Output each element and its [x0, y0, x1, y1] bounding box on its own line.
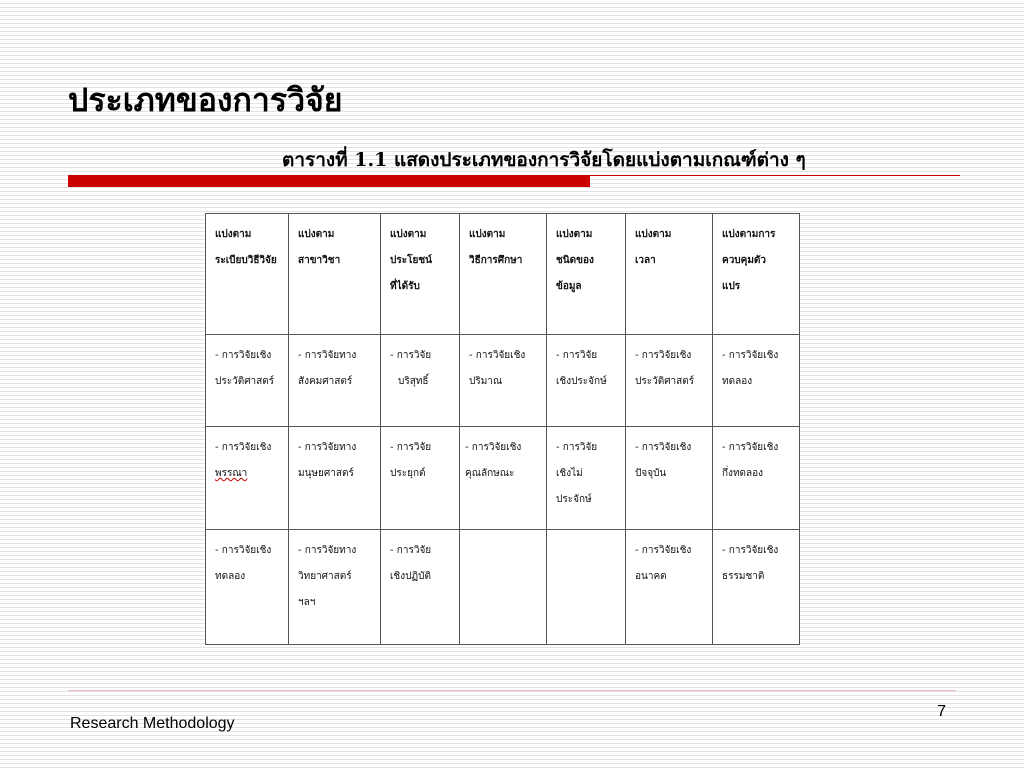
header-line: ที่ได้รับ: [390, 281, 420, 292]
table-row: [206, 530, 800, 645]
table-cell: [713, 335, 800, 427]
cell-line: กึ่งทดลอง: [722, 468, 764, 479]
cell-line: - การวิจัย: [390, 442, 432, 453]
header-line: วิธีการศึกษา: [469, 255, 523, 266]
table-cell: [547, 335, 626, 427]
cell-line: เชิงปฏิบัติ: [390, 571, 431, 582]
header-line: แปร: [722, 281, 741, 292]
table-caption: ตารางที่ 1.1 แสดงประเภทของการวิจัยโดยแบ่งตามเกณฑ์ต่าง ๆ: [282, 149, 806, 171]
cell-line: ฯลฯ: [298, 597, 316, 608]
cell-line: - การวิจัยเชิง: [722, 545, 779, 556]
header-line: แบ่งตาม: [635, 229, 672, 240]
table-cell: [626, 530, 713, 645]
cell-line: - การวิจัยเชิง: [465, 442, 522, 453]
cell-line: มนุษยศาสตร์: [298, 468, 354, 479]
header-cell: [626, 214, 713, 335]
header-line: ชนิดของ: [556, 255, 594, 266]
cell-line: - การวิจัย: [556, 442, 598, 453]
table-cell: [626, 335, 713, 427]
cell-line: - การวิจัยเชิง: [469, 350, 526, 361]
cell-line: - การวิจัยเชิง: [215, 350, 272, 361]
cell-line: ธรรมชาติ: [722, 571, 765, 582]
cell-line: อนาคต: [635, 571, 667, 582]
header-line: แบ่งตาม: [390, 229, 427, 240]
cell-line: ประวัติศาสตร์: [215, 376, 275, 387]
header-cell: [460, 214, 547, 335]
cell-line: [215, 461, 282, 487]
cell-line: - การวิจัย: [390, 350, 432, 361]
table-cell: [289, 530, 381, 645]
page-number: 7: [937, 703, 946, 720]
cell-line: สังคมศาสตร์: [298, 376, 353, 387]
spellcheck-underlined-word: พรรณา: [215, 468, 248, 479]
header-cell: [206, 214, 289, 335]
footer-text: Research Methodology: [70, 715, 235, 732]
cell-line: วิทยาศาสตร์: [298, 571, 352, 582]
header-line: สาขาวิชา: [298, 255, 341, 266]
cell-line: - การวิจัยทาง: [298, 442, 357, 453]
table-cell: [713, 427, 800, 530]
table-cell: [206, 530, 289, 645]
cell-line: ประวัติศาสตร์: [635, 376, 695, 387]
cell-line: - การวิจัย: [390, 545, 432, 556]
table-cell-empty: [460, 530, 547, 645]
cell-line: - การวิจัย: [556, 350, 598, 361]
table-cell: [460, 335, 547, 427]
title-accent-bar: [68, 175, 590, 187]
cell-line: - การวิจัยเชิง: [635, 545, 692, 556]
table-cell: [547, 427, 626, 530]
cell-line: บริสุทธิ์: [398, 376, 429, 387]
research-types-table-container: [205, 213, 799, 644]
header-cell: [713, 214, 800, 335]
cell-line: - การวิจัยทาง: [298, 545, 357, 556]
cell-line: ทดลอง: [215, 571, 246, 582]
cell-line: ประยุกต์: [390, 468, 426, 479]
cell-line: ปัจจุบัน: [635, 468, 667, 479]
cell-line: - การวิจัยเชิง: [215, 442, 272, 453]
table-cell: [381, 530, 460, 645]
header-line: แบ่งตาม: [469, 229, 506, 240]
header-line: ข้อมูล: [556, 281, 582, 292]
header-cell: [547, 214, 626, 335]
research-types-table: [205, 213, 800, 645]
header-line: ควบคุมตัว: [722, 255, 767, 266]
table-cell: [289, 427, 381, 530]
header-line: ระเบียบวิธีวิจัย: [215, 255, 277, 266]
table-cell: [206, 335, 289, 427]
table-cell: [381, 335, 460, 427]
header-line: แบ่งตามการ: [722, 229, 776, 240]
cell-line: เชิงประจักษ์: [556, 376, 607, 387]
table-cell: [713, 530, 800, 645]
cell-line: - การวิจัยทาง: [298, 350, 357, 361]
footer-divider-line: [68, 690, 956, 691]
header-cell: [381, 214, 460, 335]
title-divider-line: [590, 175, 960, 176]
cell-line: คุณลักษณะ: [465, 468, 515, 479]
table-cell: [381, 427, 460, 530]
slide-title: ประเภทของการวิจัย: [68, 81, 343, 119]
table-cell: [206, 427, 289, 530]
header-line: เวลา: [635, 255, 656, 266]
cell-line: ประจักษ์: [556, 494, 592, 505]
table-row: [206, 427, 800, 530]
cell-line: - การวิจัยเชิง: [722, 350, 779, 361]
table-header-row: [206, 214, 800, 335]
table-cell: [460, 427, 547, 530]
table-cell: [289, 335, 381, 427]
header-line: แบ่งตาม: [215, 229, 252, 240]
cell-line: - การวิจัยเชิง: [215, 545, 272, 556]
cell-line: ปริมาณ: [469, 376, 503, 387]
header-cell: [289, 214, 381, 335]
header-line: ประโยชน์: [390, 255, 432, 266]
table-cell: [626, 427, 713, 530]
cell-line: เชิงไม่: [556, 468, 583, 479]
cell-line: ทดลอง: [722, 376, 753, 387]
table-cell-empty: [547, 530, 626, 645]
cell-line: - การวิจัยเชิง: [722, 442, 779, 453]
table-row: [206, 335, 800, 427]
cell-line: - การวิจัยเชิง: [635, 350, 692, 361]
header-line: แบ่งตาม: [556, 229, 593, 240]
cell-line: - การวิจัยเชิง: [635, 442, 692, 453]
header-line: แบ่งตาม: [298, 229, 335, 240]
